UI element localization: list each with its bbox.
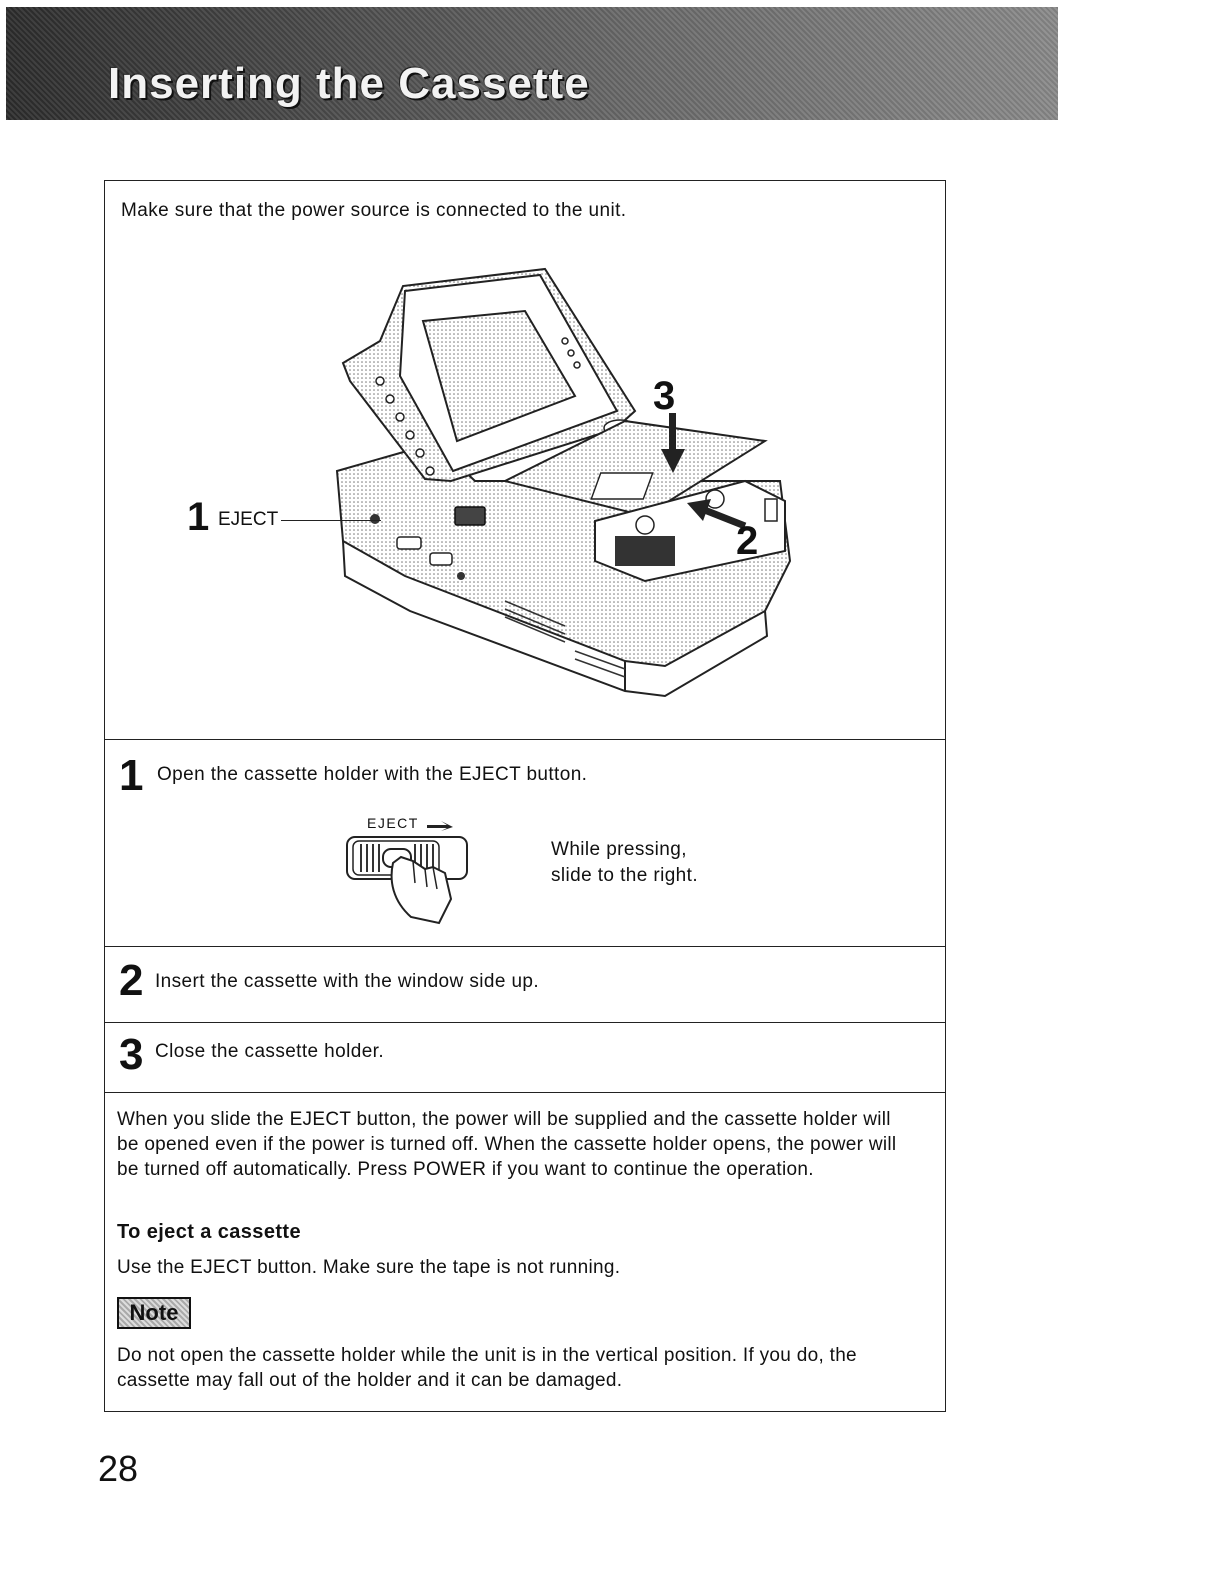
step-3-number: 3 [119, 1030, 144, 1079]
camcorder-illustration [105, 181, 947, 739]
eject-callout-label: EJECT [218, 509, 279, 530]
illustration-section [105, 181, 945, 739]
step-2-text: Insert the cassette with the window side up. [155, 971, 540, 992]
eject-cassette-text: Use the EJECT button. Make sure the tape is not running. [117, 1257, 621, 1278]
content-frame [104, 180, 946, 1412]
title-banner [6, 7, 1058, 120]
step-2-section [105, 946, 945, 1022]
page-title: Inserting the Cassette [108, 59, 590, 108]
eject-callout-number: 1 [187, 495, 210, 539]
eject-slider-diagram [341, 821, 481, 931]
eject-cassette-heading: To eject a cassette [117, 1221, 301, 1243]
notes-paragraph: When you slide the EJECT button, the power will be supplied and the cassette holder will be opened even if the power is turned off. When the cassette holder opens, the power will be turned off automatically. Press POWER if you want to continue the operation. [117, 1109, 897, 1180]
step-2-number: 2 [119, 956, 144, 1005]
eject-slider-label: EJECT [367, 815, 419, 831]
step-1-text: Open the cassette holder with the EJECT button. [157, 764, 588, 785]
note-badge: Note [117, 1297, 191, 1329]
intro-text: Make sure that the power source is connected to the unit. [121, 200, 627, 221]
callout-2: 2 [736, 519, 759, 563]
page-number: 28 [98, 1448, 139, 1489]
eject-instruction [551, 837, 698, 889]
step-1-section [105, 739, 945, 946]
step-3-text: Close the cassette holder. [155, 1041, 385, 1062]
note-text: Do not open the cassette holder while the unit is in the vertical position. If you do, the cassette may fall out of the holder and it can be damaged. [117, 1345, 857, 1391]
eject-callout-line [281, 520, 381, 521]
callout-3: 3 [653, 374, 676, 418]
step-1-number: 1 [119, 751, 144, 800]
step-3-section [105, 1022, 945, 1092]
eject-instruction-line-1: While pressing, [551, 839, 687, 860]
eject-instruction-line-2: slide to the right. [551, 865, 699, 886]
